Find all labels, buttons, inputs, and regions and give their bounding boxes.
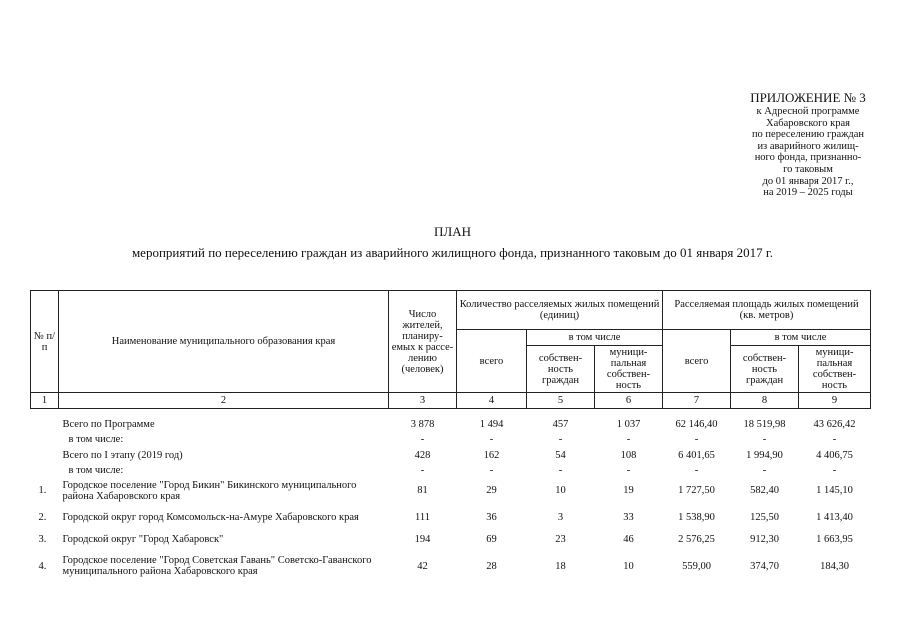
row-value: 1 538,90	[678, 512, 715, 523]
row-value: 6 401,65	[678, 449, 715, 461]
row-value: -	[694, 434, 699, 445]
row-name: Городской округ "Город Хабаровск"	[62, 534, 224, 545]
row-value: 3 878	[410, 419, 435, 430]
header-num: № п/п	[31, 291, 59, 393]
row-value: 69	[486, 534, 497, 545]
column-number: 7	[663, 393, 731, 409]
row-value: 1 413,40	[816, 512, 853, 523]
row-name: Всего по I этапу (2019 год)	[62, 449, 183, 461]
header-area-total: всего	[663, 330, 731, 393]
row-value: 2 576,25	[678, 534, 715, 545]
row-number: 2.	[38, 512, 47, 523]
row-number: 3.	[38, 534, 47, 545]
row-value: 559,00	[682, 560, 711, 572]
row-value: -	[558, 434, 563, 445]
row-name: Городское поселение "Город Бикин" Бикинского муниципального района Хабаровского края	[62, 479, 357, 502]
row-value: 18	[555, 560, 566, 572]
row-value: 1 994,90	[746, 449, 783, 461]
column-number: 8	[731, 393, 799, 409]
row-value: -	[558, 465, 563, 476]
column-number: 5	[527, 393, 595, 409]
column-number-row	[31, 393, 871, 409]
header-residents: Число жителей, планиру-емых к рассе-лению (человек)	[389, 291, 457, 393]
row-value: 582,40	[750, 485, 779, 496]
row-number	[31, 433, 59, 446]
header-area-group: Расселяемая площадь жилых помещений (кв. метров)	[663, 291, 871, 330]
table-row	[31, 433, 871, 446]
row-value: 19	[623, 485, 634, 496]
row-value: 111	[415, 512, 430, 523]
row-value: -	[420, 434, 425, 445]
row-value: -	[762, 465, 767, 476]
header-rooms-municipal: муници-пальная собствен-ность	[595, 346, 663, 393]
row-value: -	[626, 434, 631, 445]
column-number: 3	[389, 393, 457, 409]
table-body	[31, 409, 871, 585]
column-number: 1	[31, 393, 59, 409]
table-row	[31, 504, 871, 531]
row-value: 1 727,50	[678, 485, 715, 496]
row-value: 36	[486, 512, 497, 523]
row-value: -	[420, 465, 425, 476]
row-value: 1 494	[479, 419, 504, 430]
row-value: 42	[417, 560, 428, 572]
row-value: 184,30	[820, 560, 849, 572]
column-number: 2	[59, 393, 389, 409]
row-value: 10	[555, 485, 566, 496]
row-value: 43 626,42	[813, 419, 856, 430]
column-number: 9	[799, 393, 871, 409]
appendix-title: ПРИЛОЖЕНИЕ № 3	[750, 90, 866, 105]
row-value: -	[832, 465, 837, 476]
row-value: -	[489, 465, 494, 476]
table-row	[31, 477, 871, 504]
row-value: 62 146,40	[675, 419, 718, 430]
row-value: 10	[623, 560, 634, 572]
row-value: 33	[623, 512, 634, 523]
row-value: -	[626, 465, 631, 476]
column-number: 6	[595, 393, 663, 409]
table-row	[31, 531, 871, 548]
appendix-line: к Адресной программе	[756, 106, 860, 117]
row-number	[31, 416, 59, 433]
row-name: Всего по Программе	[62, 419, 155, 430]
row-value: -	[832, 434, 837, 445]
row-number	[31, 464, 59, 477]
column-number: 4	[457, 393, 527, 409]
row-value: 194	[414, 534, 431, 545]
row-value: 374,70	[750, 560, 779, 572]
row-name: Городской округ город Комсомольск-на-Амуре Хабаровского края	[62, 512, 359, 523]
appendix-line: на 2019 – 2025 годы	[763, 187, 853, 199]
header-rooms-group: Количество расселяемых жилых помещений (единиц)	[457, 291, 663, 330]
appendix-block	[728, 90, 888, 199]
header-area-incl: в том числе	[731, 330, 871, 346]
row-name: в том числе:	[68, 434, 124, 445]
row-value: 29	[486, 485, 497, 496]
header-area-private: собствен-ность граждан	[731, 346, 799, 393]
row-value: 912,30	[750, 534, 779, 545]
resettlement-table	[30, 290, 871, 584]
row-value: -	[694, 465, 699, 476]
row-name: в том числе:	[68, 465, 124, 476]
row-value: -	[489, 434, 494, 445]
table-row	[31, 548, 871, 584]
table-row	[31, 464, 871, 477]
row-value: 23	[555, 534, 566, 545]
row-value: 108	[620, 449, 637, 461]
plan-title: ПЛАН	[434, 224, 471, 239]
row-value: 18 519,98	[743, 419, 786, 430]
appendix-line: Хабаровского края	[766, 117, 850, 129]
row-value: 46	[623, 534, 634, 545]
appendix-line: го таковым	[783, 163, 833, 175]
row-value: 54	[555, 449, 566, 461]
row-value: 1 037	[616, 419, 641, 430]
header-name: Наименование муниципального образования края	[59, 291, 389, 393]
header-rooms-incl: в том числе	[527, 330, 663, 346]
table-row	[31, 446, 871, 464]
table-row	[31, 416, 871, 433]
row-value: 81	[417, 485, 428, 496]
row-value: 28	[486, 560, 497, 572]
row-value: 457	[552, 419, 569, 430]
row-value: 125,50	[750, 512, 779, 523]
row-value: 428	[414, 449, 431, 461]
row-value: 3	[557, 512, 564, 523]
header-area-municipal: муници-пальная собствен-ность	[799, 346, 871, 393]
row-number: 1.	[38, 485, 47, 496]
row-name: Городское поселение "Город Советская Гавань" Советско-Гаванского муниципального района Хабаровского края	[62, 555, 372, 577]
appendix-line: по переселению граждан	[751, 129, 865, 141]
row-value: 162	[483, 449, 500, 461]
row-value: 1 663,95	[816, 534, 853, 545]
row-value: -	[762, 434, 767, 445]
header-rooms-private: собствен-ность граждан	[527, 346, 595, 393]
row-number	[31, 446, 59, 464]
appendix-line: из аварийного жилищ-	[757, 140, 859, 152]
row-number: 4.	[38, 560, 47, 572]
header-rooms-total: всего	[457, 330, 527, 393]
row-value: 4 406,75	[816, 449, 853, 461]
row-value: 1 145,10	[816, 485, 853, 496]
appendix-line: до 01 января 2017 г.,	[762, 175, 854, 187]
appendix-line: ного фонда, признанно-	[754, 152, 862, 164]
plan-subtitle: мероприятий по переселению граждан из аварийного жилищного фонда, признанного таковым до 01 января 2017 г.	[131, 245, 774, 260]
